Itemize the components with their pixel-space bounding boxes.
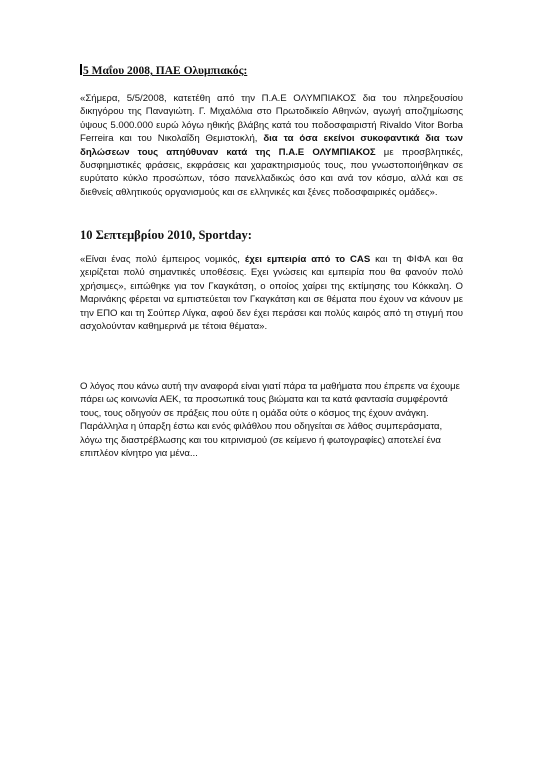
quote-bold-text: δια τα όσα εκείνοι συκοφαντικά δια των δηλώσεων τους απηύθυναν κατά της Π.Α.Ε ΟΛΥΜΠΙΑΚΟΣ (80, 133, 463, 158)
closing-paragraph: Ο λόγος που κάνω αυτή την αναφορά είναι γιατί πάρα τα μαθήματα που έπρεπε να έχουμε πάρει ως κοινωνία ΑΕΚ, τα προσωπικά τους βιώματα και τα κατά φαντασία συμφέροντά τους, τους οδηγούν σε πράξεις που ούτε η ομάδα ούτε ο κόσμος της έχουν ανάγκη. Παράλληλα η ύπαρξη έστω και ενός φιλάθλου που οδηγείται σε λάθος συμπεράσματα, λόγω της διαστρέβλωσης και του κιτρινισμού (σε κείμενο ή φωτογραφίες) αποτελεί ένα επιπλέον κίνητρο για μένα... (80, 381, 460, 460)
section-heading-olympiakos (80, 64, 247, 77)
quote-text: «Είναι ένας πολύ έμπειρος νομικός, (80, 254, 245, 265)
text-cursor (80, 64, 82, 75)
section-heading-sportday: 10 Σεπτεμβρίου 2010, Sportday: (80, 228, 252, 242)
section-heading-text: 5 Μαΐου 2008, ΠΑΕ Ολυμπιακός: (83, 65, 248, 77)
olympiakos-quote (80, 92, 463, 199)
quote-text-continued: με προσβλητικές, δυσφημιστικές φράσεις, εκφράσεις και χαρακτηρισμούς τους, που γνωστοποιήθηκαν σε ευρύτατο κύκλο προσώπων, τόσο πανελλαδικώς όσο και ανά τον κόσμο, αλλά και σε διεθνείς αθλητικούς οργανισμούς και σε ελληνικές και ξένες ποδοσφαιρικές ομάδες». (80, 146, 464, 198)
quote-bold-text: έχει εμπειρία από το CAS (244, 254, 371, 265)
quote-text: «Σήμερα, 5/5/2008, κατετέθη από την Π.Α.Ε ΟΛΥΜΠΙΑΚΟΣ δια του πληρεξουσίου δικηγόρου της Παναγιώτη. Γ. Μιχαλόλια στο Πρωτοδικείο Αθηνών, αγωγή αποζημίωσης ύψους 5.000.000 ευρώ λόγω ηθικής βλάβης κατά του ποδοσφαιριστή Rivaldo Vitor Borba Ferreira και του Νικολαΐδη Θεμιστοκλή, (80, 93, 463, 145)
quote-text-continued: και τη ΦΙΦΑ και θα χειρίζεται πολύ σημαντικές υποθέσεις. Εχει γνώσεις και εμπειρία που θα φανούν πολύ χρήσιμες», ειπώθηκε για τον Γκαγκάτση, ο οποίος χαίρει της εκτίμησης του Κόκκαλη. Ο Μαρινάκης φέρεται να εμπιστεύεται τον Γκαγκάτση και σε θέματα που έχουν να κάνουν με την ΕΠΟ και τη Σούπερ Λίγκα, αφού δεν έχει περάσει και πολύς καιρός από τη στιγμή που ασχολούνταν καθημερινά με τέτοια θέματα». (80, 254, 463, 333)
sportday-quote (80, 253, 463, 333)
